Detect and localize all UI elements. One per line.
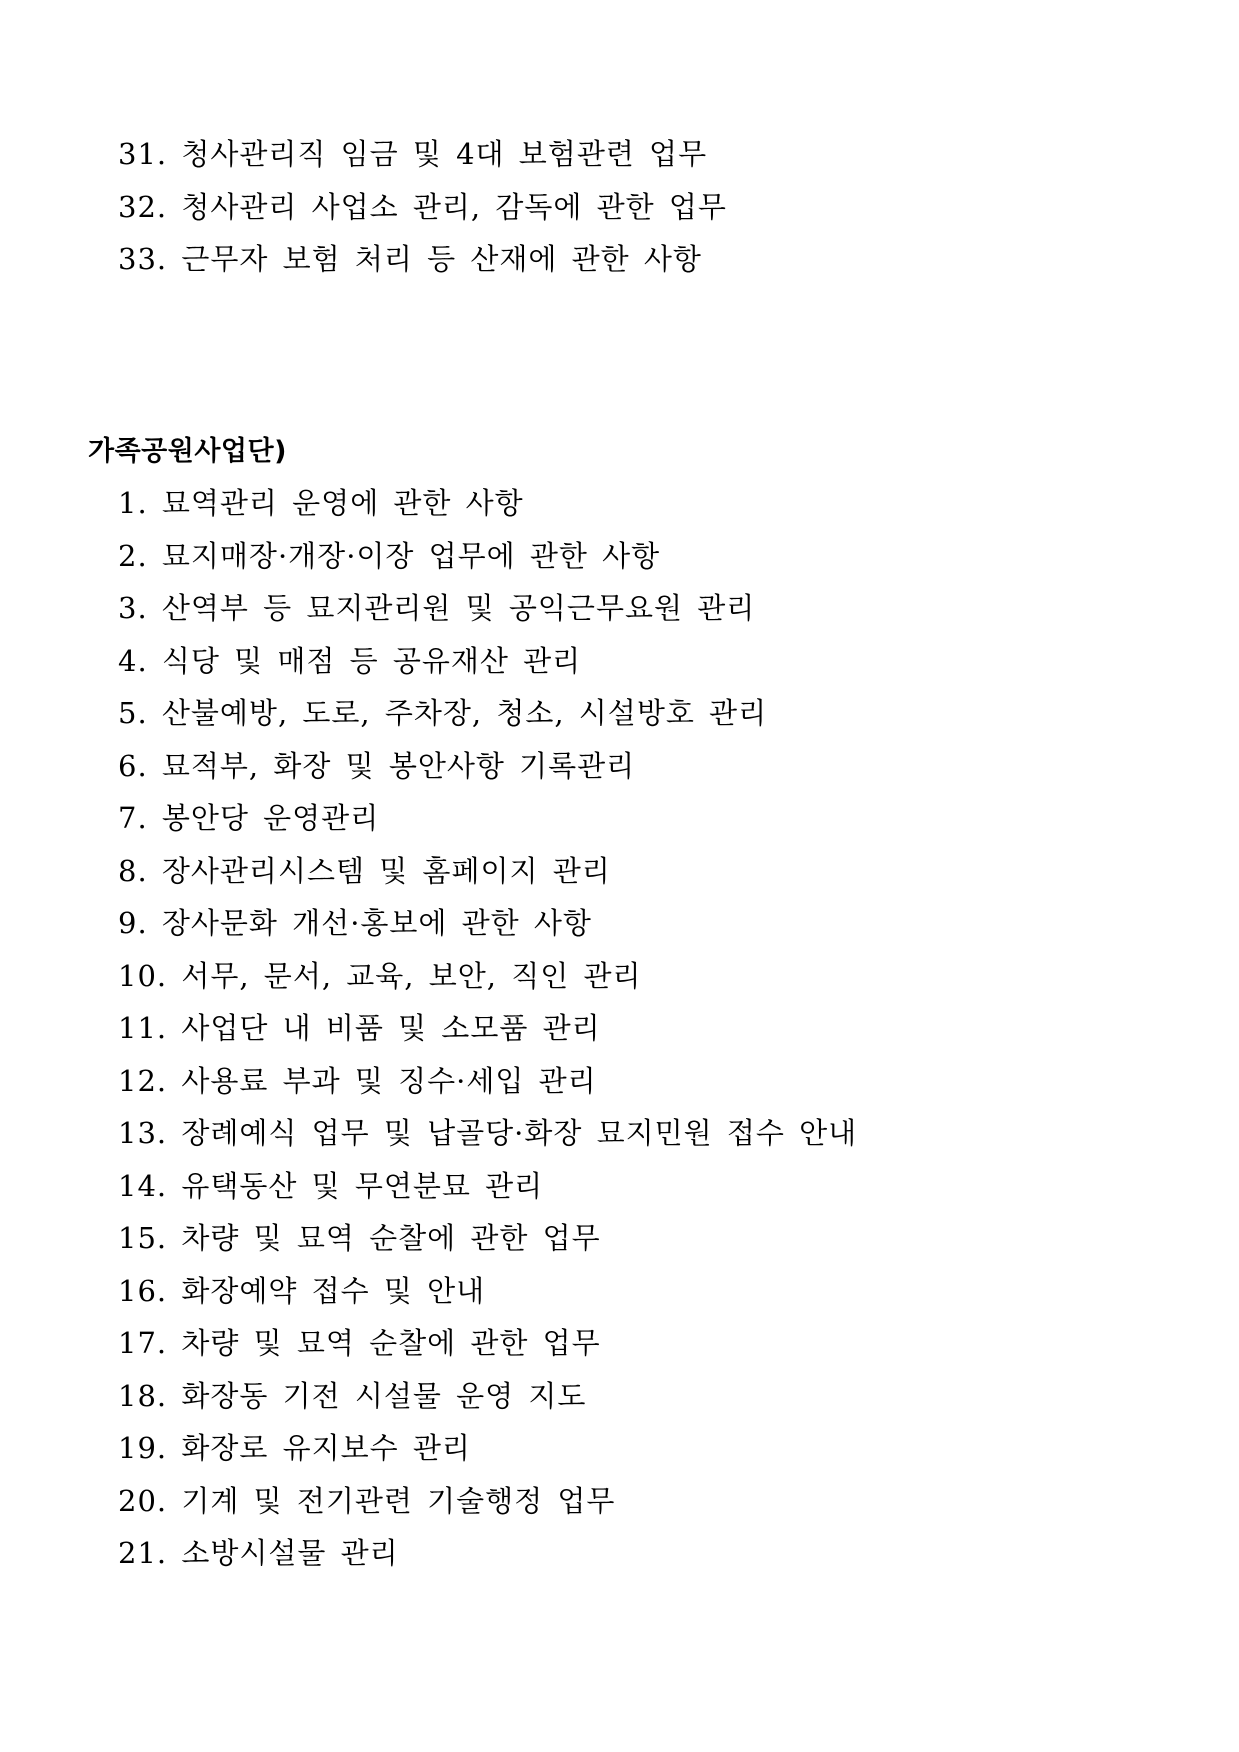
list-item: 14. 유택동산 및 무연분묘 관리 xyxy=(118,1168,544,1203)
list-item: 1. 묘역관리 운영에 관한 사항 xyxy=(118,486,524,520)
list-item: 7. 봉안당 운영관리 xyxy=(118,801,380,835)
list-item: 9. 장사문화 개선·홍보에 관한 사항 xyxy=(118,906,592,940)
list-item: 5. 산불예방, 도로, 주차장, 청소, 시설방호 관리 xyxy=(118,696,768,730)
list-item: 20. 기계 및 전기관련 기술행정 업무 xyxy=(118,1483,616,1518)
list-item: 18. 화장동 기전 시설물 운영 지도 xyxy=(118,1378,587,1413)
list-item: 31. 청사관리직 임금 및 4대 보험관련 업무 xyxy=(118,137,708,171)
section-heading: 가족공원사업단) xyxy=(88,436,287,467)
list-item: 19. 화장로 유지보수 관리 xyxy=(118,1431,471,1465)
list-item: 2. 묘지매장·개장·이장 업무에 관한 사항 xyxy=(118,538,661,573)
list-item: 4. 식당 및 매점 등 공유재산 관리 xyxy=(118,643,582,678)
list-item: 15. 차량 및 묘역 순찰에 관한 업무 xyxy=(118,1221,601,1255)
list-item: 8. 장사관리시스템 및 홈페이지 관리 xyxy=(118,853,611,888)
list-item: 32. 청사관리 사업소 관리, 감독에 관한 업무 xyxy=(118,189,727,224)
list-item: 11. 사업단 내 비품 및 소모품 관리 xyxy=(118,1011,601,1045)
list-item: 16. 화장예약 접수 및 안내 xyxy=(118,1273,486,1308)
list-item: 17. 차량 및 묘역 순찰에 관한 업무 xyxy=(118,1326,601,1360)
section-duty-list xyxy=(118,477,857,1580)
list-item: 21. 소방시설물 관리 xyxy=(118,1536,399,1570)
list-item: 6. 묘적부, 화장 및 봉안사항 기록관리 xyxy=(118,748,636,783)
list-item: 33. 근무자 보험 처리 등 산재에 관한 사항 xyxy=(118,242,702,276)
list-item: 12. 사용료 부과 및 징수·세입 관리 xyxy=(118,1063,597,1098)
list-item: 3. 산역부 등 묘지관리원 및 공익근무요원 관리 xyxy=(118,591,756,625)
list-item: 13. 장례예식 업무 및 납골당·화장 묘지민원 접수 안내 xyxy=(118,1116,858,1150)
top-duty-list xyxy=(118,128,727,286)
list-item: 10. 서무, 문서, 교육, 보안, 직인 관리 xyxy=(118,958,642,993)
